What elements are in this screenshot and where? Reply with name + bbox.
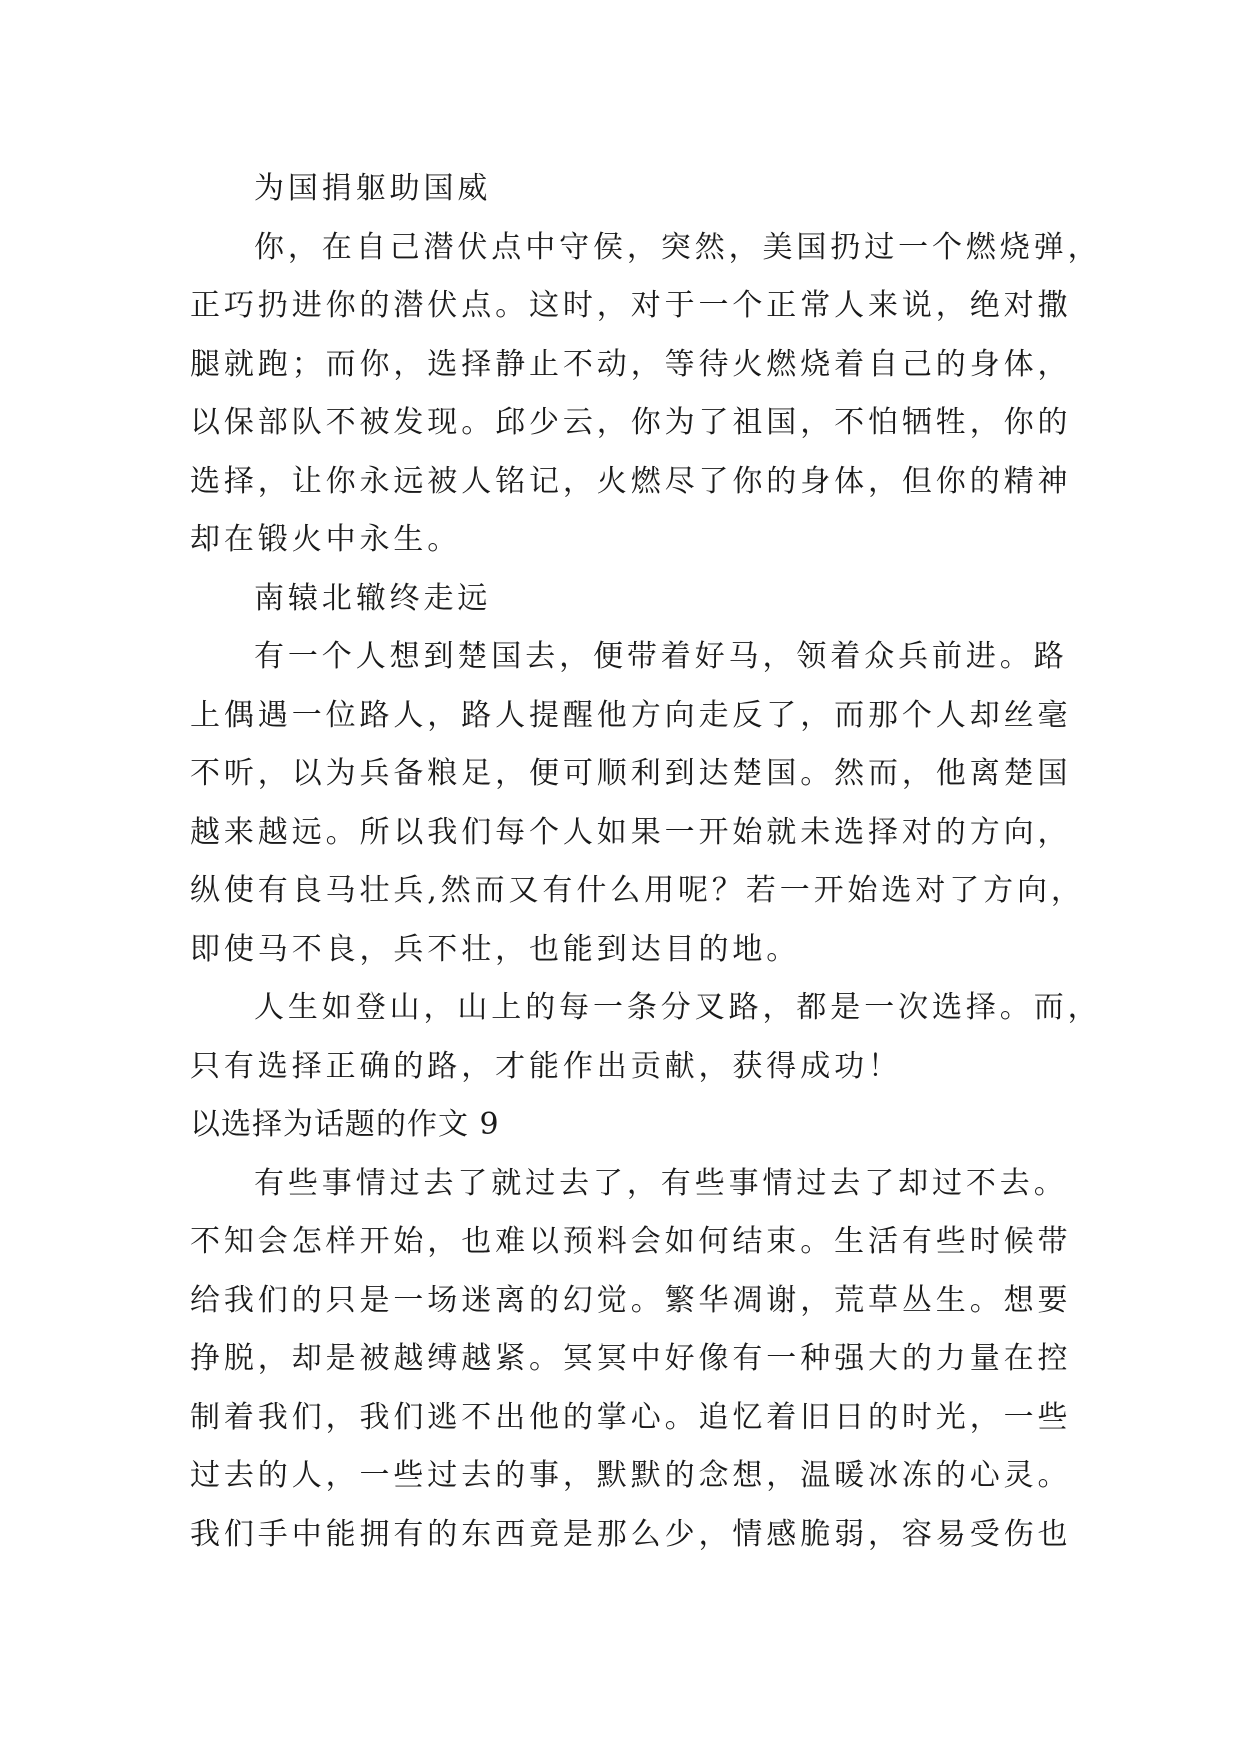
- document-page: [190, 160, 1102, 1564]
- paragraph: [190, 1155, 1070, 1565]
- text-line: 不知会怎样开始，也难以预料会如何结束。生活有些时候带: [190, 1224, 1072, 1259]
- section-subtitle: 为国捐躯助国威: [254, 171, 492, 206]
- text-line: 越来越远。所以我们每个人如果一开始就未选择对的方向，: [190, 814, 1072, 850]
- text-line: 你，在自己潜伏点中守侯，突然，美国扔过一个燃烧弹，: [254, 229, 1102, 265]
- text-line: 有些事情过去了就过去了，有些事情过去了却过不去。: [254, 1165, 1068, 1201]
- text-line: 制着我们，我们逃不出他的掌心。追忆着旧日的时光，一些: [190, 1399, 1072, 1435]
- text-line: 给我们的只是一场迷离的幻觉。繁华凋谢，荒草丛生。想要: [190, 1282, 1072, 1318]
- text-line: 以保部队不被发现。邱少云，你为了祖国，不怕牺牲，你的: [190, 405, 1072, 440]
- text-line: 只有选择正确的路，才能作出贡献，获得成功！: [190, 1048, 902, 1084]
- text-line: 即使马不良，兵不壮，也能到达目的地。: [190, 931, 801, 967]
- text-line: 有一个人想到楚国去，便带着好马，领着众兵前进。路: [254, 639, 1068, 674]
- section-subtitle: 南辕北辙终走远: [254, 580, 492, 616]
- text-line: 正巧扔进你的潜伏点。这时，对于一个正常人来说，绝对撒: [190, 288, 1072, 323]
- text-line: 却在锻火中永生。: [190, 522, 462, 557]
- text-line: 选择，让你永远被人铭记，火燃尽了你的身体，但你的精神: [190, 463, 1072, 499]
- paragraph: [190, 979, 1102, 1096]
- text-line: 不听，以为兵备粮足，便可顺利到达楚国。然而，他离楚国: [190, 756, 1072, 791]
- text-line: 过去的人，一些过去的事，默默的念想，温暖冰冻的心灵。: [190, 1458, 1072, 1493]
- text-line: 挣脱，却是被越缚越紧。冥冥中好像有一种强大的力量在控: [190, 1341, 1072, 1376]
- essay-title: 以选择为话题的作文 9: [190, 1107, 500, 1142]
- text-line: 腿就跑；而你，选择静止不动，等待火燃烧着自己的身体，: [190, 346, 1072, 382]
- text-line: 纵使有良马壮兵,然而又有什么用呢？若一开始选对了方向，: [190, 873, 1085, 908]
- text-line: 我们手中能拥有的东西竟是那么少，情感脆弱，容易受伤也: [190, 1516, 1072, 1552]
- text-line: 人生如登山，山上的每一条分叉路，都是一次选择。而，: [254, 990, 1102, 1025]
- text-line: 上偶遇一位路人，路人提醒他方向走反了，而那个人却丝毫: [190, 697, 1072, 733]
- paragraph: [190, 219, 1102, 570]
- paragraph: [190, 628, 1085, 979]
